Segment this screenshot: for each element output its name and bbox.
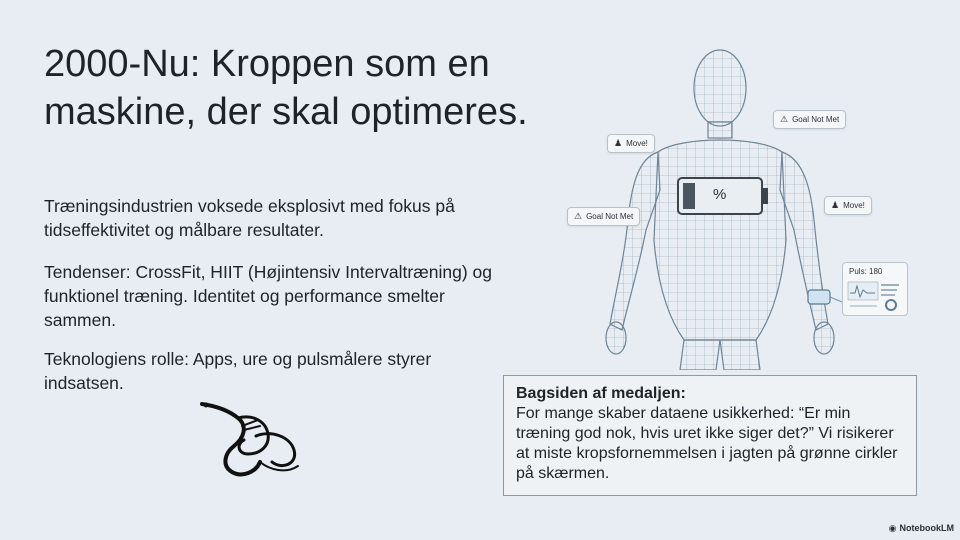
move-tag-right: ♟ Move! (824, 196, 872, 215)
body-wireframe-figure (560, 40, 940, 370)
goal-not-met-tag-top: ⚠ Goal Not Met (773, 110, 846, 129)
watch-icon (808, 290, 830, 304)
running-icon: ♟ (831, 200, 840, 210)
move-tag-left: ♟ Move! (607, 134, 655, 153)
slide-title: 2000-Nu: Kroppen som en maskine, der skal optimeres. (44, 43, 528, 133)
bird-logo-icon (198, 396, 302, 480)
pulse-card (842, 262, 908, 316)
notebooklm-logo-icon: ◉ (888, 523, 897, 533)
pulse-label: Puls: 180 (849, 267, 883, 276)
goal-not-met-tag-left: ⚠ Goal Not Met (567, 207, 640, 226)
callout-body: For mange skaber dataene usikkerhed: “Er min træning god nok, hvis uret ikke siger det?” Vi risikerer at miste kropsfornemmelsen i jagten på grønne cirkler på skærmen. (516, 405, 898, 482)
paragraph-industry: Træningsindustrien voksede eksplosivt med fokus på tidseffektivitet og målbare resultater. (44, 196, 455, 240)
heart-rate-chart-icon (847, 281, 903, 311)
notebooklm-brand: ◉ NotebookLM (888, 523, 954, 533)
warning-icon: ⚠ (780, 114, 789, 124)
callout-title: Bagsiden af medaljen: (516, 385, 686, 402)
callout-box (503, 375, 917, 496)
paragraph-technology: Teknologiens rolle: Apps, ure og pulsmålere styrer indsatsen. (44, 349, 432, 393)
paragraph-trends: Tendenser: CrossFit, HIIT (Højintensiv Intervaltræning) og funktionel træning. Identitet og performance smelter sammen. (44, 262, 493, 330)
warning-icon: ⚠ (574, 211, 583, 221)
battery-percent-label: % (713, 186, 727, 203)
running-icon: ♟ (614, 138, 623, 148)
